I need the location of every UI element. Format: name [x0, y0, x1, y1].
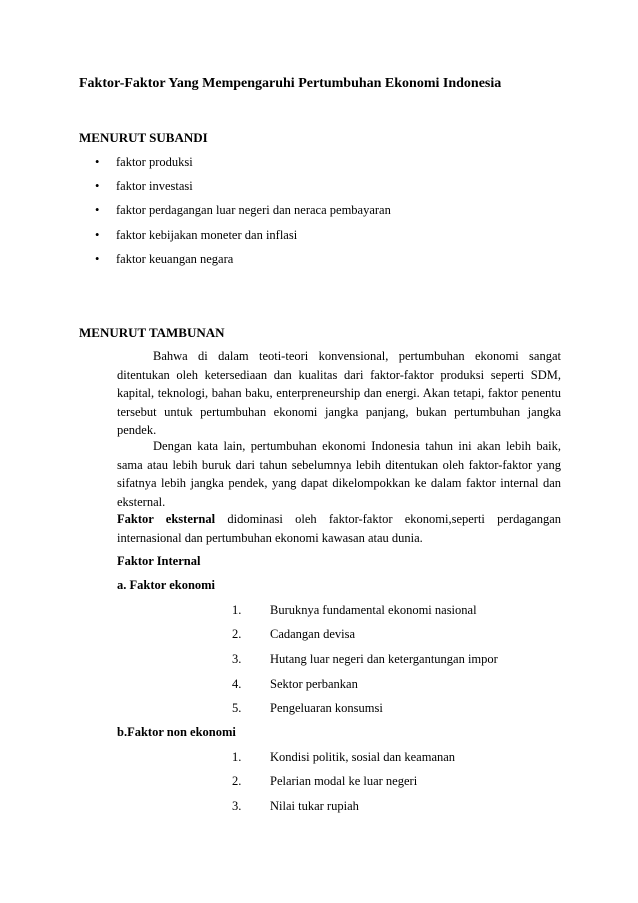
list-item-text: Kondisi politik, sosial dan keamanan	[270, 750, 456, 764]
list-item-text: faktor investasi	[116, 179, 193, 193]
tambunan-heading: MENURUT TAMBUNAN	[79, 325, 225, 340]
bullet-icon: •	[95, 228, 100, 242]
list-number: 3.	[232, 652, 242, 666]
list-item-text: faktor produksi	[116, 155, 193, 169]
eksternal-label: Faktor eksternal	[117, 512, 216, 526]
page-title: Faktor-Faktor Yang Mempengaruhi Pertumbuhan Ekonomi Indonesia	[79, 76, 502, 91]
list-item-text: Pengeluaran konsumsi	[270, 701, 383, 715]
list-number: 4.	[232, 677, 242, 691]
list-item-text: Cadangan devisa	[270, 627, 356, 641]
list-number: 1.	[232, 603, 242, 617]
list-item-text: faktor keuangan negara	[116, 252, 234, 266]
subandi-heading: MENURUT SUBANDI	[79, 130, 208, 145]
list-item-text: Sektor perbankan	[270, 677, 358, 691]
list-number: 1.	[232, 750, 242, 764]
list-number: 2.	[232, 627, 242, 641]
non-ekonomi-heading: b.Faktor non ekonomi	[117, 725, 236, 739]
list-item-text: faktor perdagangan luar negeri dan neraca pembayaran	[116, 203, 391, 217]
list-number: 5.	[232, 701, 242, 715]
list-item-text: faktor kebijakan moneter dan inflasi	[116, 228, 298, 242]
bullet-icon: •	[95, 179, 100, 193]
list-item-text: Pelarian modal ke luar negeri	[270, 774, 418, 788]
ekonomi-heading: a. Faktor ekonomi	[117, 578, 216, 592]
list-number: 3.	[232, 799, 242, 813]
list-item-text: Buruknya fundamental ekonomi nasional	[270, 603, 477, 617]
paragraph-eksternal	[117, 510, 561, 547]
paragraph-jangka-pendek: Dengan kata lain, pertumbuhan ekonomi Indonesia tahun ini akan lebih baik, sama atau lebih buruk dari tahun sebelumnya lebih ditentukan oleh faktor-faktor yang sifatnya lebih jangka pendek, yang dapat dikelompokkan ke dalam faktor internal dan eksternal.	[117, 439, 561, 509]
eksternal-text: didominasi oleh faktor-faktor ekonomi,seperti perdagangan internasional dan pertumbuhan ekonomi kawasan atau dunia.	[117, 512, 561, 545]
list-number: 2.	[232, 774, 242, 788]
paragraph-teori: Bahwa di dalam teoti-teori konvensional, pertumbuhan ekonomi sangat ditentukan oleh ketersediaan dan kualitas dari faktor-faktor produksi seperti SDM, kapital, teknologi, bahan baku, enterpreneurship dan energi. Akan tetapi, faktor penentu tersebut untuk pertumbuhan ekonomi jangka panjang, bukan pertumbuhan jangka pendek.	[117, 349, 561, 437]
bullet-icon: •	[95, 155, 100, 169]
bullet-icon: •	[95, 203, 100, 217]
bullet-icon: •	[95, 252, 100, 266]
list-item-text: Nilai tukar rupiah	[270, 799, 359, 813]
internal-heading: Faktor Internal	[117, 554, 201, 568]
list-item-text: Hutang luar negeri dan ketergantungan impor	[270, 652, 498, 666]
